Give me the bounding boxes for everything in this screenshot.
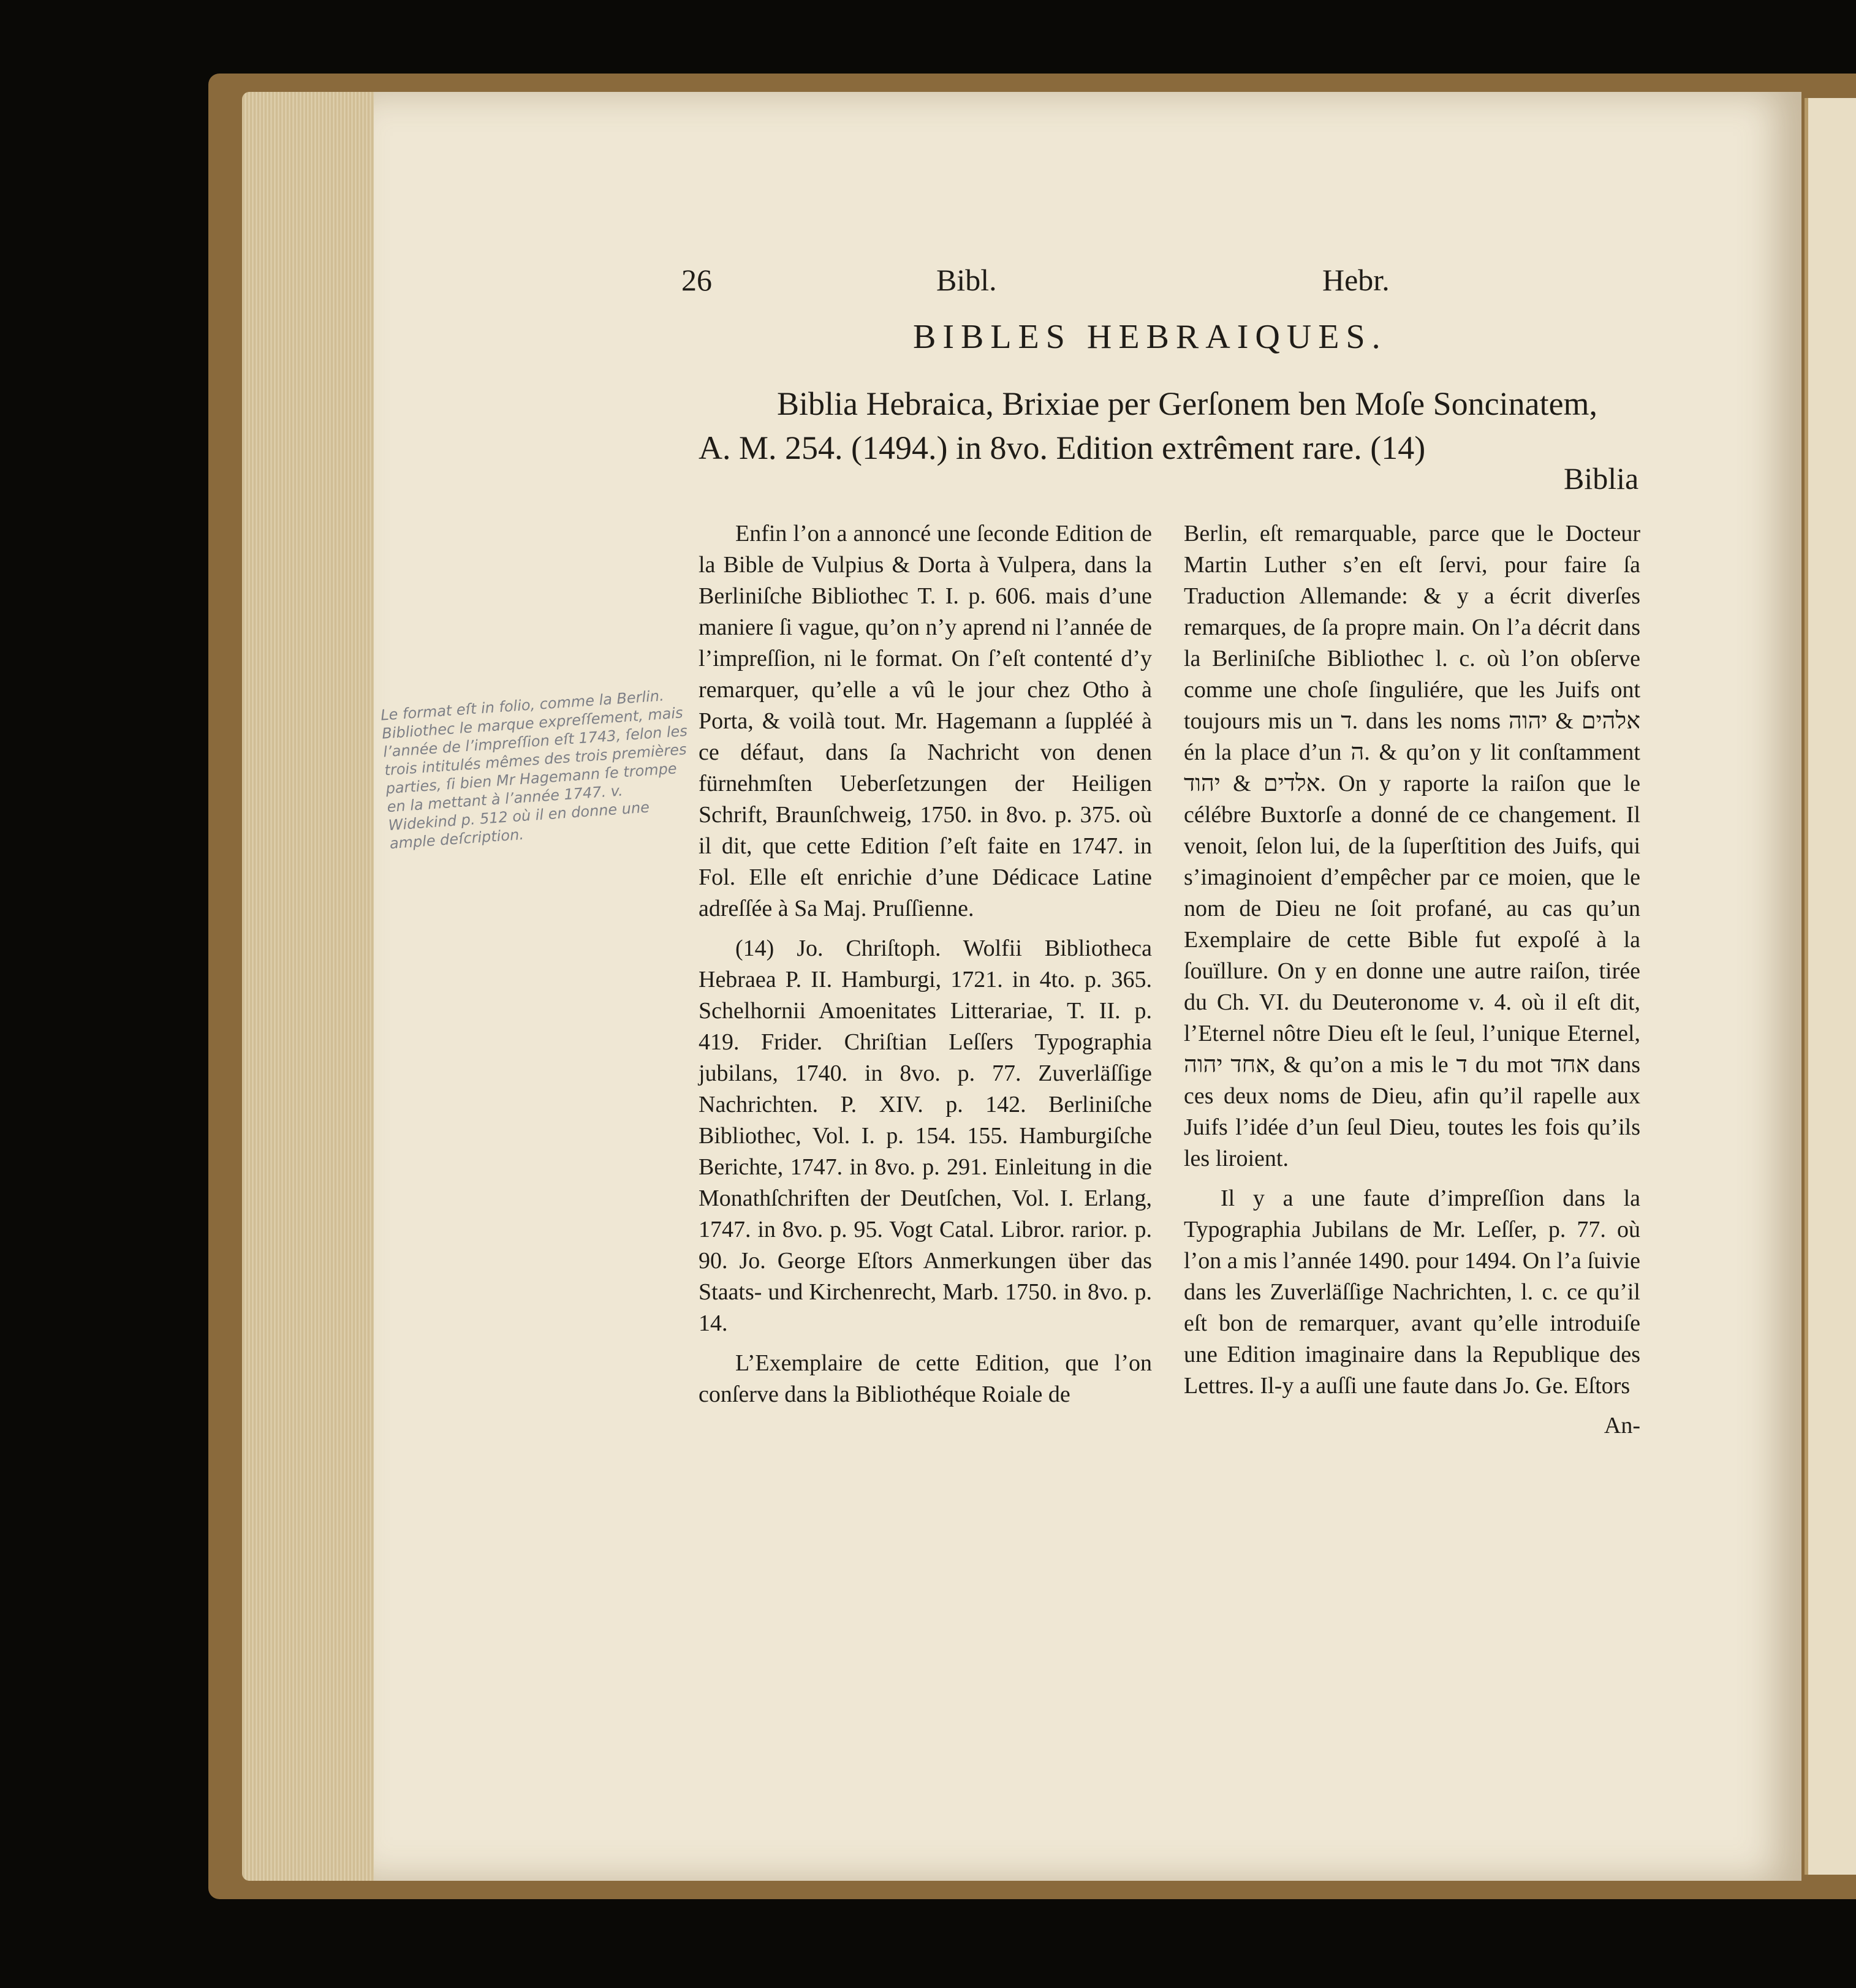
running-title-left: Bibl. <box>936 263 997 297</box>
right-para-2: Il y a une faute d’impreſſion dans la Typographia Jubilans de Mr. Leſſer, p. 77. où l’on a mis l’année 1490. pour 1494. On l’a ſuivie dans les Zuverläſſige Nachrichten, l. c. ce qu’il eſt bon de remarquer, avant qu’elle introduiſe une Edition imaginaire dans la Republique des Lettres. Il-y a auſſi une faute dans Jo. Ge. Eſtors <box>1184 1185 1640 1399</box>
catchword-bottom: An- <box>1604 1413 1640 1438</box>
left-para-3: L’Exemplaire de cette Edition, que l’on conſerve dans la Bibliothéque Roiale de <box>699 1350 1152 1407</box>
handwritten-margin-note: Le format eſt in folio, comme la Berlin. Bibliothec le marque expreſſement, mais l’année de l’impreſſion eſt 1743, ſelon les trois intitulés mêmes des trois premières parties, ſi bien Mr Hagemann ſe trompe en la mettant à l’année 1747. v. Widekind p. 512 où il en donne une ample deſcription. <box>380 687 688 853</box>
running-title-right: Hebr. <box>1322 263 1390 297</box>
page-number: 26 <box>681 263 712 297</box>
left-para-footnote: (14) Jo. Chriſtoph. Wolfii Bibliotheca Hebraea P. II. Hamburgi, 1721. in 4to. p. 365. Schelhornii Amoenitates Litterariae, T. II. p. 419. Frider. Chriſtian Leſſers Typographia jubilans, 1740. in 8vo. p. 77. Zuverläſſige Nachrichten. P. XIV. p. 142. Berliniſche Bibliothec, Vol. I. p. 154. 155. Hamburgiſche Berichte, 1747. in 8vo. p. 291. Einleitung in die Monathſchriften der Deutſchen, Vol. I. Erlang, 1747. in 8vo. p. 95. Vogt Catal. Libror. rarior. p. 90. Jo. George Eſtors Anmerkungen über das Staats- und Kirchenrecht, Marb. 1750. in 8vo. p. 14. <box>699 935 1152 1336</box>
left-para-1: Enfin l’on a annoncé une ſeconde Edition de la Bible de Vulpius & Dorta à Vulpera, dans la Berliniſche Bibliothec T. I. p. 606. mais d’une maniere ſi vague, qu’on n’y aprend ni l’année de l’impreſſion, ni le format. On ſ’eſt contenté d’y remarquer, qu’elle a vû le jour chez Otho à Porta, & voilà tout. Mr. Hagemann a ſuppléé à ce défaut, dans ſa Nachricht von denen fürnehmſten Ueberſetzungen der Heiligen Schrift, Braunſchweig, 1750. in 8vo. p. 375. où il dit, que cette Edition ſ’eſt faite en 1747. in Fol. Elle eſt enrichie d’une Dédicace Latine adreſſée à Sa Maj. Pruſſienne. <box>699 521 1152 921</box>
page-edges <box>242 92 377 1881</box>
catchword-top: Biblia <box>1564 461 1639 496</box>
section-title: BIBLES HEBRAIQUES. <box>913 318 1387 356</box>
entry-line-1: Biblia Hebraica, Brixiae per Gerſonem ben Moſe Soncinatem, <box>777 385 1598 422</box>
left-column <box>699 518 1152 1419</box>
right-column <box>1184 518 1640 1442</box>
right-para-1: Berlin, eſt remarquable, parce que le Docteur Martin Luther s’en eſt ſervi, pour faire ſa Traduction Allemande: & y a écrit diverſes remarques, de ſa propre main. On l’a décrit dans la Berliniſche Bibliothec l. c. où l’on obſerve comme une choſe ſinguliére, que les Juifs ont toujours mis un ד. dans les noms אלהים & יהוה én la place d’un ה. & qu’on y lit conſtamment אלדים & יהוד. On y raporte la raiſon que le célébre Buxtorſe a donné de ce changement. Il venoit, ſelon lui, de la ſuperſtition des Juifs, qui s’imaginoient d’empêcher par ce moien, que le nom de Dieu ne ſoit profané, au cas qu’un Exemplaire de cette Bible fut expoſé à la ſouïllure. On y en donne une autre raiſon, tirée du Ch. VI. du Deuteronome v. 4. où il eſt dit, l’Eternel nôtre Dieu eſt le ſeul, l’unique Eternel, אחד יהוה, & qu’on a mis le ד du mot אחד dans ces deux noms de Dieu, afin qu’il rapelle aux Juifs l’idée d’un ſeul Dieu, toutes les fois qu’ils les liroient. <box>1184 521 1640 1171</box>
entry-line-2: A. M. 254. (1494.) in 8vo. Edition extrêment rare. (14) <box>699 429 1426 466</box>
facing-page-edge <box>1805 98 1856 1875</box>
